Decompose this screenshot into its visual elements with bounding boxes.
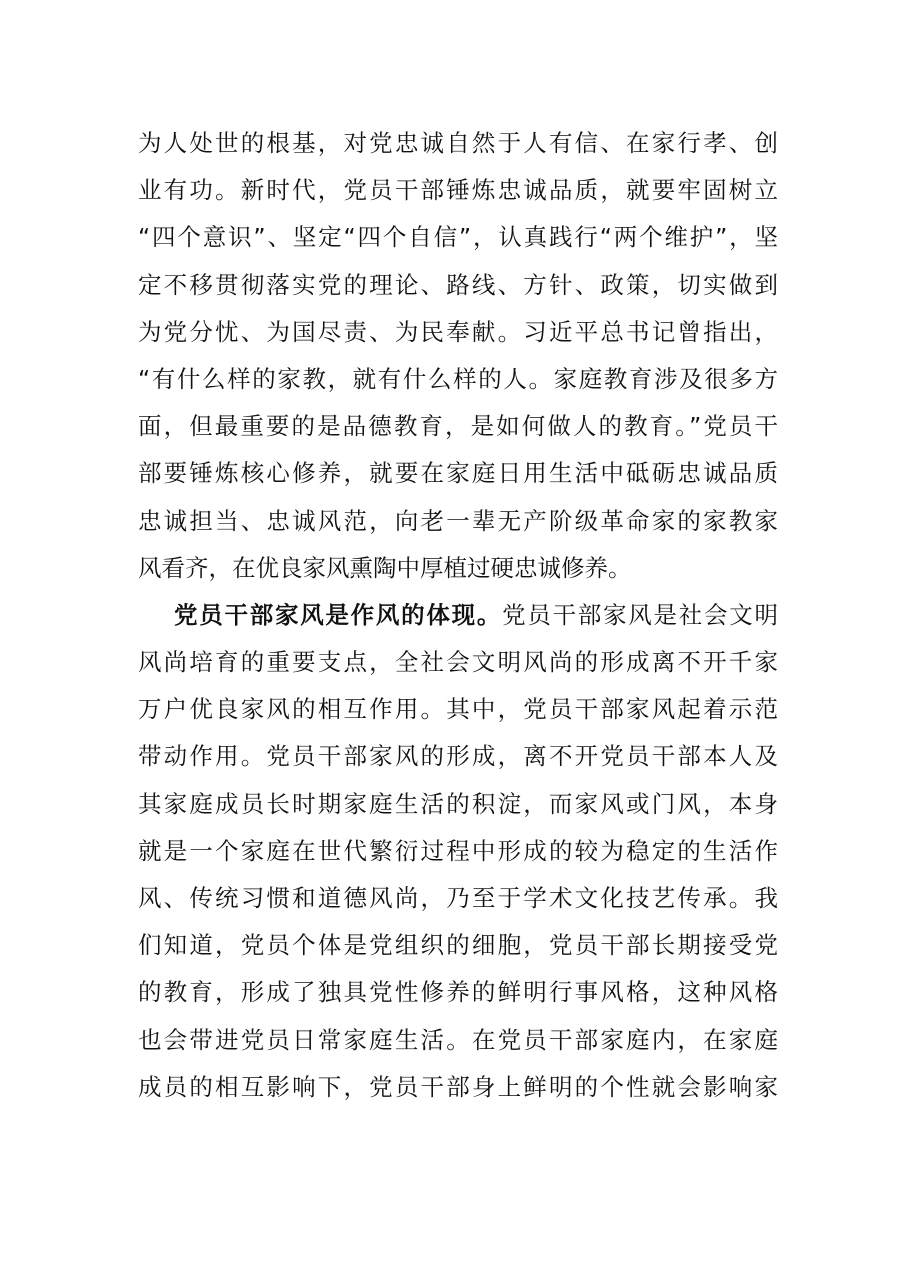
text-line: 成员的相互影响下，党员干部身上鲜明的个性就会影响家 <box>138 1072 778 1101</box>
paragraph-heading: 党员干部家风是作风的体现。 <box>174 600 503 629</box>
text-line: 就是一个家庭在世代繁衍过程中形成的较为稳定的生活作 <box>138 836 778 865</box>
text-line: 其家庭成员长时期家庭生活的积淀，而家风或门风，本身 <box>138 789 778 818</box>
text-line: 为党分忧、为国尽责、为民奉献。习近平总书记曾指出， <box>138 317 778 346</box>
text-line: 为人处世的根基，对党忠诚自然于人有信、在家行孝、创 <box>138 129 778 157</box>
body-text <box>138 120 778 1111</box>
text-line: 风看齐，在优良家风熏陶中厚植过硬忠诚修养。 <box>138 553 632 582</box>
text-line: 面，但最重要的是品德教育，是如何做人的教育。”党员干 <box>138 412 778 441</box>
paragraph-first-line <box>138 592 778 639</box>
text-line: “有什么样的家教，就有什么样的人。家庭教育涉及很多方 <box>138 364 778 393</box>
text-line: 风尚培育的重要支点，全社会文明风尚的形成离不开千家 <box>138 648 778 677</box>
text-line: 们知道，党员个体是党组织的细胞，党员干部长期接受党 <box>138 931 778 960</box>
text-line: 部要锤炼核心修养，就要在家庭日用生活中砥砺忠诚品质 <box>138 459 778 488</box>
paragraph-2 <box>138 592 778 1111</box>
text-line: 万户优良家风的相互作用。其中，党员干部家风起着示范 <box>138 695 778 724</box>
text-line: 忠诚担当、忠诚风范，向老一辈无产阶级革命家的家教家 <box>138 506 778 535</box>
paragraph-1 <box>138 120 778 592</box>
text-line: “四个意识”、坚定“四个自信”，认真践行“两个维护”，坚 <box>138 223 778 252</box>
text-line: 定不移贯彻落实党的理论、路线、方针、政策，切实做到 <box>138 270 778 299</box>
text-line: 带动作用。党员干部家风的形成，离不开党员干部本人及 <box>138 742 778 771</box>
text-line: 的教育，形成了独具党性修养的鲜明行事风格，这种风格 <box>138 978 778 1007</box>
paragraph-first-line-text: 党员干部家风是社会文明 <box>502 600 779 629</box>
text-line: 业有功。新时代，党员干部锤炼忠诚品质，就要牢固树立 <box>138 176 778 205</box>
text-line: 也会带进党员日常家庭生活。在党员干部家庭内，在家庭 <box>138 1025 778 1054</box>
text-line: 风、传统习惯和道德风尚，乃至于学术文化技艺传承。我 <box>138 884 778 912</box>
